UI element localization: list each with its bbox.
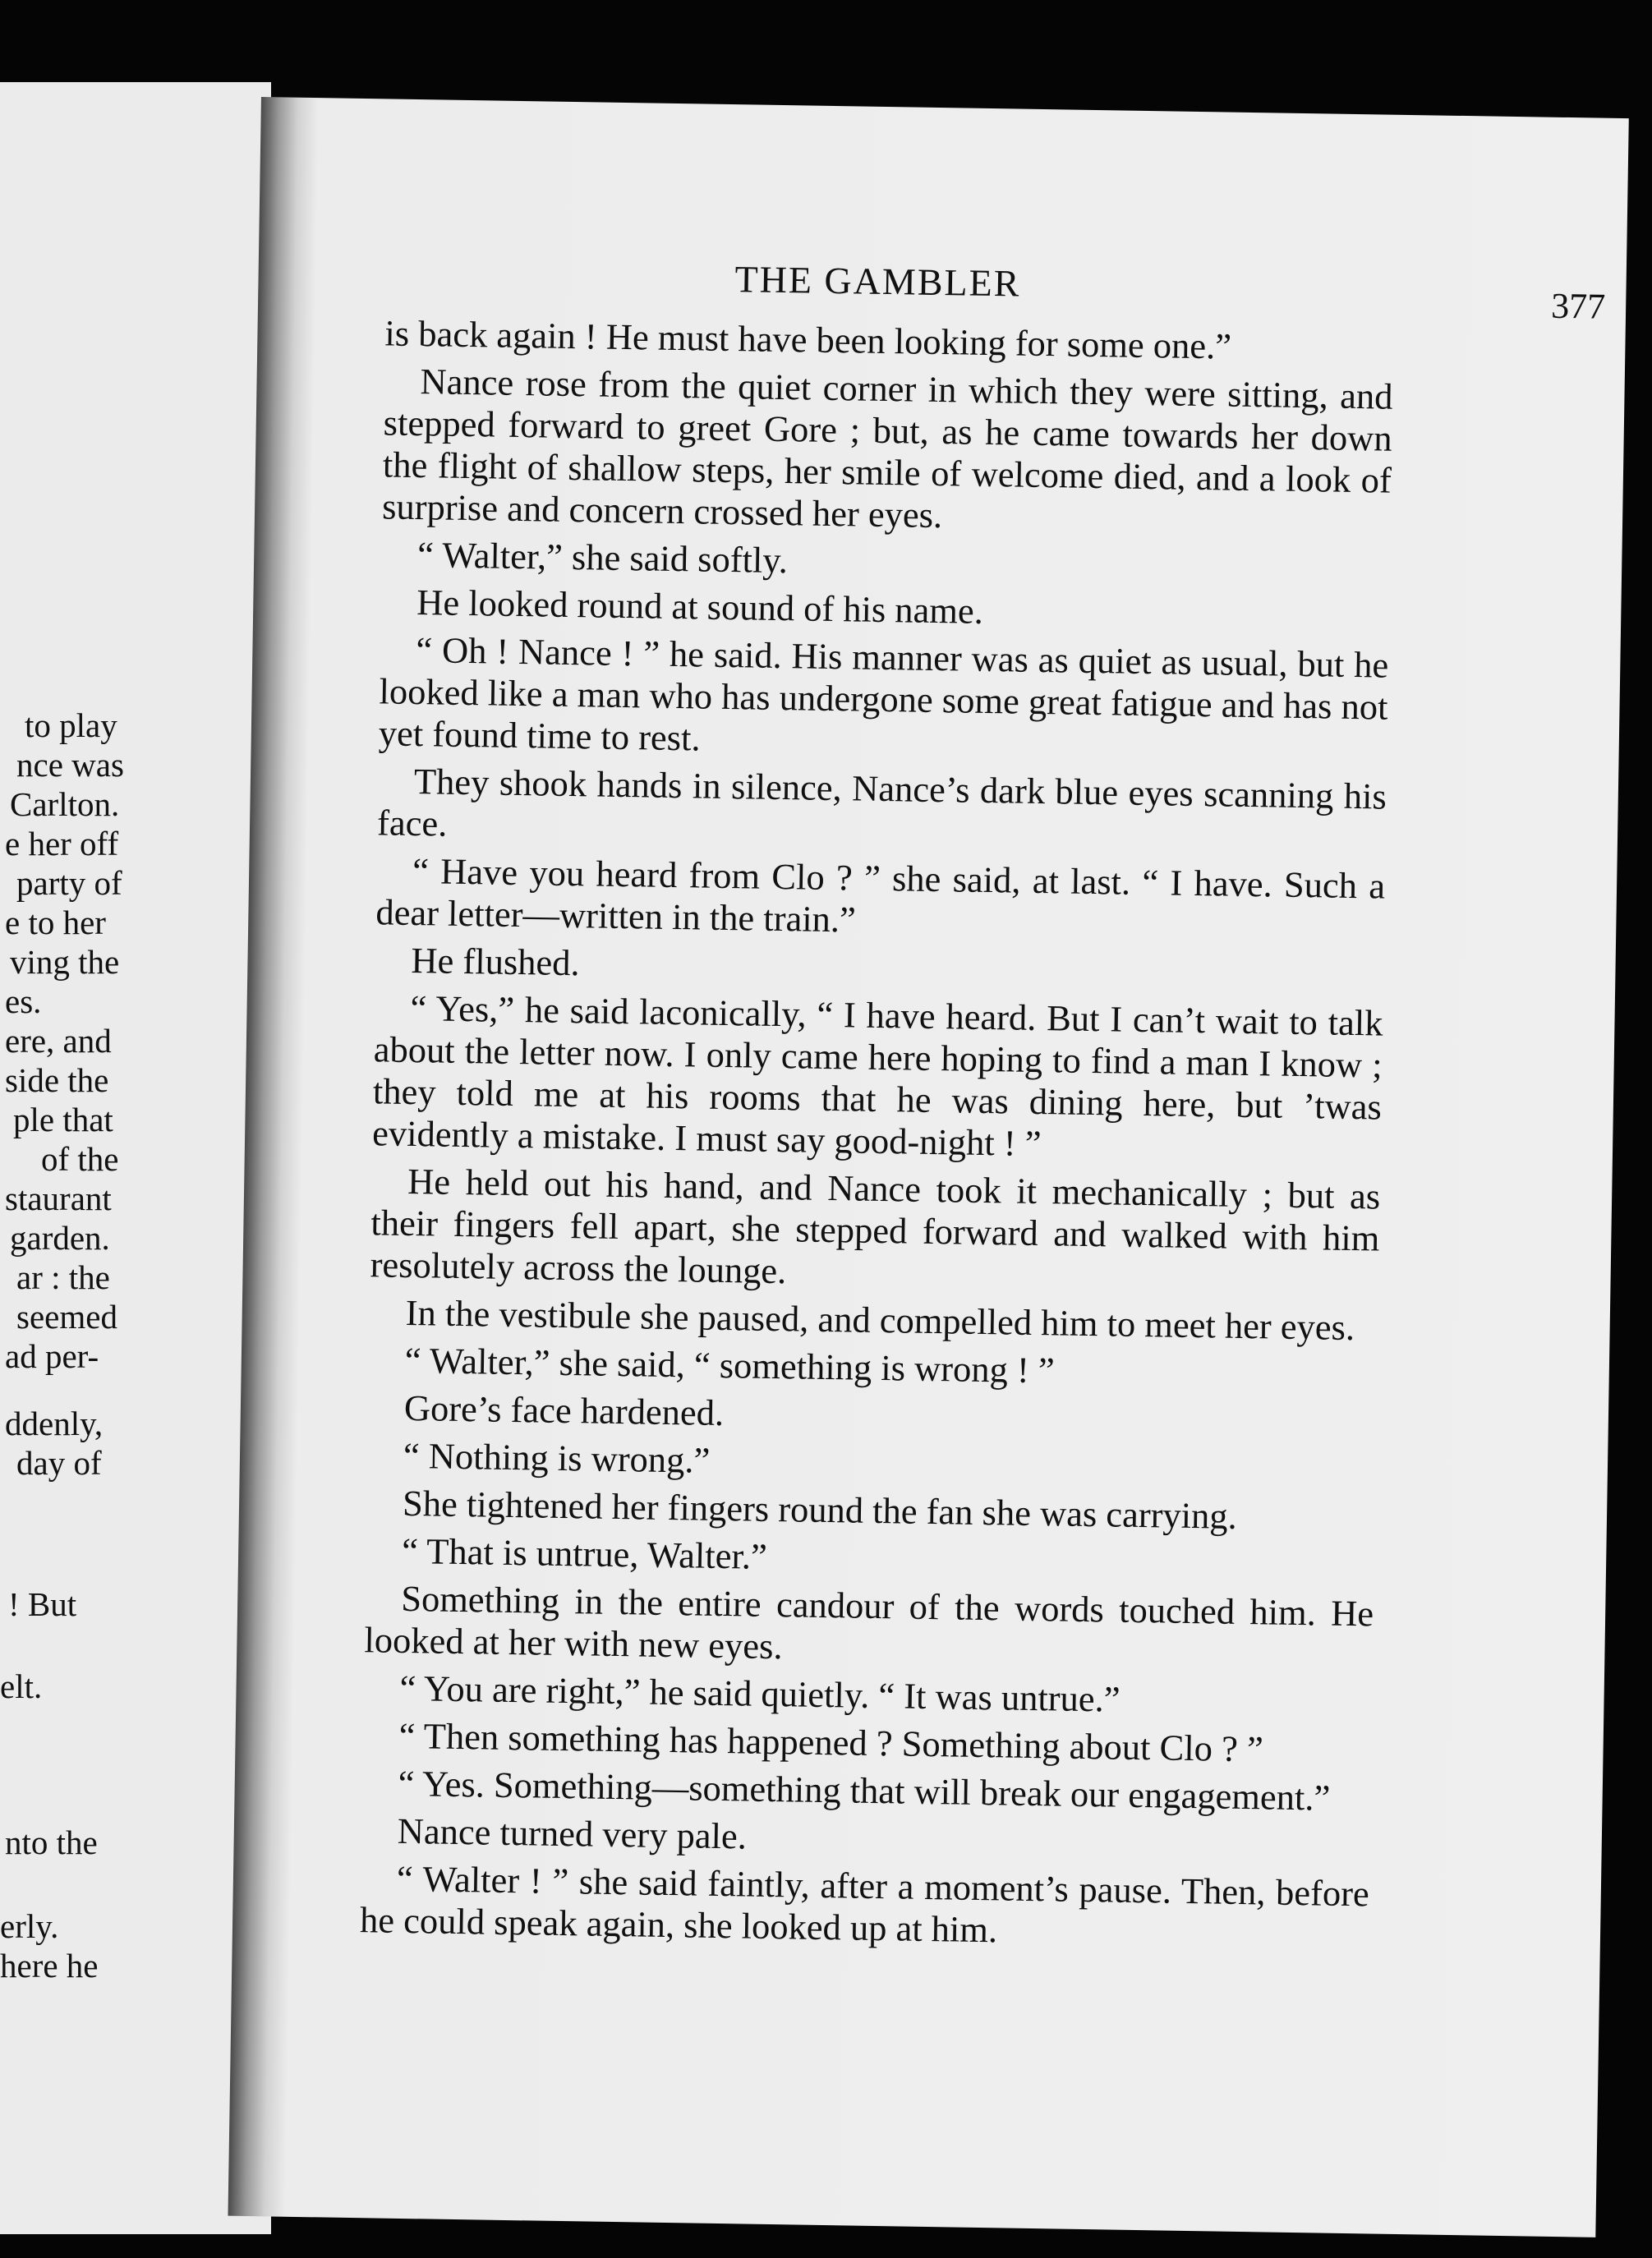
left-page-line: of the: [41, 1140, 119, 1178]
left-page-line: ad per-: [5, 1337, 99, 1375]
paragraph: He looked round at sound of his name.: [416, 582, 984, 632]
left-page-line: ! But: [8, 1585, 77, 1623]
paragraph: “ Oh ! Nance ! ” he said. His manner was as quiet as usual, but he looked like a man who has undergone some great fatigue and has not yet found time to rest.: [378, 629, 1389, 759]
left-page-line: ar : the: [16, 1258, 110, 1296]
left-page-line: ere, and: [5, 1022, 112, 1060]
paragraph: “ Walter ! ” she said faintly, after a moment’s pause. Then, before he could speak again, she looked up at him.: [359, 1857, 1370, 1951]
paragraph: In the vestibule she paused, and compelled him to meet her eyes.: [405, 1291, 1355, 1349]
left-page-line: seemed: [16, 1298, 117, 1336]
paragraph: “ You are right,” he said quietly. “ It was untrue.”: [399, 1667, 1121, 1720]
left-page-line: ving the: [10, 943, 120, 981]
left-page-line: nce was: [16, 746, 124, 784]
paragraph: “ Then something has happened ? Something about Clo ? ”: [398, 1714, 1264, 1770]
paragraph: “ That is untrue, Walter.”: [401, 1529, 768, 1577]
paragraph: Something in the entire candour of the words touched him. He looked at her with new eyes.: [364, 1577, 1374, 1667]
paragraph: Nance rose from the quiet corner in which they were sitting, and stepped forward to greet Gore ; but, as he came towards her down the flight of shallow steps, her smile of welcome died, and a look of surprise and concern crossed her eyes.: [381, 361, 1393, 536]
left-page-line: elt.: [0, 1667, 43, 1705]
left-page-line: staurant: [5, 1180, 112, 1217]
running-head: THE GAMBLER: [734, 258, 1021, 305]
page-number: 377: [1550, 285, 1606, 327]
paragraph: “ Yes,” he said laconically, “ I have heard. But I can’t wait to talk about the letter now. I only came here hoping to find a man I know ; they told me at his rooms that he was dining here, but ’twas evidently a mistake. I must say good-night ! ”: [371, 986, 1383, 1165]
page-header: [348, 251, 1606, 327]
left-page-line: nto the: [5, 1823, 98, 1861]
paragraph: Nance turned very pale.: [397, 1810, 748, 1857]
left-page-line: garden.: [10, 1219, 110, 1257]
left-page-line: Carlton.: [10, 785, 120, 823]
left-page-line: ddenly,: [5, 1405, 104, 1442]
left-page-line: side the: [5, 1061, 109, 1099]
right-page: [228, 97, 1628, 2237]
left-page-line: e her off: [5, 825, 119, 862]
left-page: [0, 82, 271, 2234]
paragraph: “ Walter,” she said, “ something is wrong ! ”: [404, 1339, 1056, 1391]
paragraph: They shook hands in silence, Nance’s dark blue eyes scanning his face.: [376, 761, 1387, 844]
paragraph: He flushed.: [411, 939, 581, 984]
paragraph: “ Nothing is wrong.”: [403, 1434, 711, 1481]
paragraph: “ Walter,” she said softly.: [416, 534, 789, 582]
left-page-line: erly.: [0, 1907, 59, 1945]
paragraph: She tightened her fingers round the fan she was carrying.: [402, 1482, 1238, 1537]
paragraph: “ Yes. Something—something that will break our engagement.”: [398, 1762, 1331, 1819]
body-text: [360, 312, 1394, 1962]
paragraph: Gore’s face hardened.: [403, 1387, 725, 1434]
left-page-line: ple that: [13, 1101, 113, 1138]
left-page-line: es.: [5, 982, 42, 1020]
left-page-line: here he: [0, 1947, 99, 1984]
left-page-line: to play: [25, 706, 117, 744]
paragraph: “ Have you heard from Clo ? ” she said, at last. “ I have. Such a dear letter—written in the train.”: [375, 850, 1386, 940]
left-page-line: day of: [16, 1444, 102, 1482]
left-page-line: party of: [16, 864, 122, 902]
left-page-line: e to her: [5, 904, 106, 941]
paragraph: He held out his hand, and Nance took it mechanically ; but as their fingers fell apart, she stepped forward and walked with him resolutely across the lounge.: [370, 1160, 1381, 1292]
paragraph: is back again ! He must have been looking for some one.”: [384, 312, 1232, 367]
